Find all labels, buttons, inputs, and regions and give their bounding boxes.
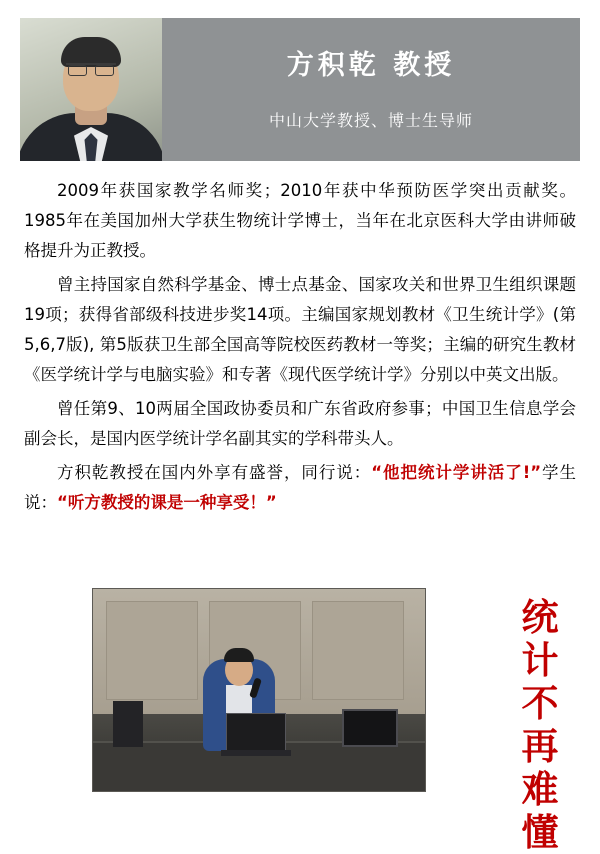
person-title: 中山大学教授、博士生导师 xyxy=(268,110,473,130)
header-banner xyxy=(20,18,580,161)
slogan-char: 不 xyxy=(521,681,559,725)
paragraph-4 xyxy=(24,458,576,518)
slogan-char: 难 xyxy=(521,767,559,811)
vertical-slogan xyxy=(514,596,566,854)
paragraph-2: 曾主持国家自然科学基金、博士点基金、国家攻关和世界卫生组织课题19项；获得省部级科技进步奖14项。主编国家规划教材《卫生统计学》(第5,6,7版), 第5版获卫生部全国高等院校医药教材一等奖；主编的研究生教材《医学统计学与电脑实验》和专著《现代医学统计学》分别以中英文出版。 xyxy=(24,275,576,384)
glasses-icon xyxy=(66,63,116,75)
photo-monitor xyxy=(342,709,398,747)
paragraph-4-lead: 方积乾教授在国内外享有盛誉，同行说： xyxy=(57,463,372,482)
photo-wall-panel xyxy=(106,601,198,700)
paragraph-3: 曾任第9、10两届全国政协委员和广东省政府参事；中国卫生信息学会副会长，是国内医学统计学名副其实的学科带头人。 xyxy=(24,399,576,448)
photo-wall-panel xyxy=(312,601,404,700)
paragraph-1: 2009年获国家教学名师奖；2010年获中华预防医学突出贡献奖。1985年在美国加州大学获生物统计学博士，当年在北京医科大学由讲师破格提升为正教授。 xyxy=(24,181,576,260)
photo-laptop xyxy=(226,713,286,751)
slogan-char: 懂 xyxy=(521,810,559,854)
photo-speaker-hair xyxy=(224,648,254,662)
paragraph-4-mid: 学生说： xyxy=(24,463,577,512)
portrait-photo xyxy=(20,18,162,161)
lecture-photo xyxy=(92,588,426,792)
person-name: 方积乾 教授 xyxy=(286,49,456,81)
photo-speaker xyxy=(113,701,143,747)
slogan-char: 计 xyxy=(521,638,559,682)
quote-student: “听方教授的课是一种享受！” xyxy=(57,493,277,512)
header-text-block xyxy=(162,18,580,161)
slogan-char: 再 xyxy=(521,724,559,768)
quote-colleague: “他把统计学讲活了!” xyxy=(371,463,542,482)
body-text xyxy=(24,176,576,522)
slogan-char: 统 xyxy=(521,595,559,639)
